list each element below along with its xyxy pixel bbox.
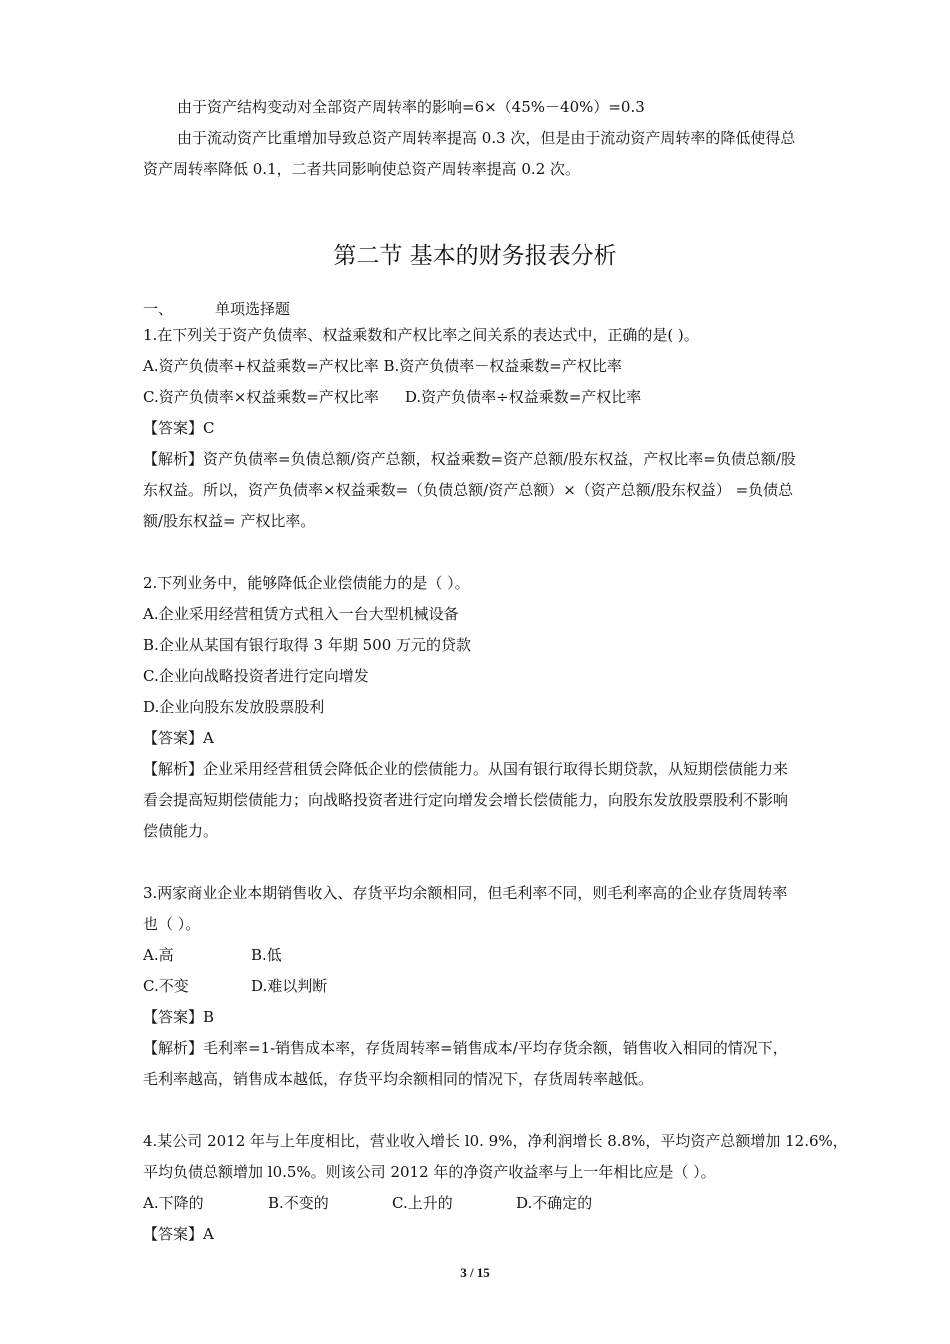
q4-option-d: D.不确定的 xyxy=(516,1194,593,1212)
q3-options-ab xyxy=(143,940,863,971)
q3-option-a: A.高 xyxy=(143,946,174,964)
q4-option-a: A.下降的 xyxy=(143,1194,204,1212)
q2-option-b: B.企业从某国有银行取得 3 年期 500 万元的贷款 xyxy=(143,636,472,654)
intro-line-3: 资产周转率降低 0.1，二者共同影响使总资产周转率提高 0.2 次。 xyxy=(143,160,581,178)
q4-option-b: B.不变的 xyxy=(268,1194,329,1212)
q1-option-d: D.资产负债率÷权益乘数=产权比率 xyxy=(404,388,642,406)
q3-options-cd xyxy=(143,971,863,1002)
q3-option-d: D.难以判断 xyxy=(251,977,328,995)
q4-options xyxy=(143,1188,863,1219)
q1-analysis-line-1: 【解析】资产负债率=负债总额/资产总额，权益乘数=资产总额/股东权益，产权比率=负债总额/股 xyxy=(143,450,796,468)
q3-answer: 【答案】B xyxy=(143,1008,215,1026)
q1-options-cd xyxy=(143,382,863,413)
intro-line-2: 由于流动资产比重增加导致总资产周转率提高 0.3 次，但是由于流动资产周转率的降低使得总 xyxy=(177,129,796,147)
heading-number: 一、 xyxy=(143,300,174,318)
q3-question-line-2: 也（ ）。 xyxy=(143,915,201,933)
q1-option-c: C.资产负债率×权益乘数=产权比率 xyxy=(143,388,379,406)
q2-option-d: D.企业向股东发放股票股利 xyxy=(143,698,325,716)
q2-analysis-line-1: 【解析】企业采用经营租赁会降低企业的偿债能力。从国有银行取得长期贷款，从短期偿债能力来 xyxy=(143,760,789,778)
q2-option-a: A.企业采用经营租赁方式租入一台大型机械设备 xyxy=(143,605,459,623)
q3-analysis-line-2: 毛利率越高，销售成本越低，存货平均余额相同的情况下，存货周转率越低。 xyxy=(143,1070,654,1088)
q1-analysis-line-3: 额/股东权益= 产权比率。 xyxy=(143,512,316,530)
q4-option-c: C.上升的 xyxy=(392,1194,453,1212)
q3-option-c: C.不变 xyxy=(143,977,189,995)
q3-analysis-line-1: 【解析】毛利率=1-销售成本率，存货周转率=销售成本/平均存货余额，销售收入相同的情况下， xyxy=(143,1039,788,1057)
q1-analysis-line-2: 东权益。所以，资产负债率×权益乘数=（负债总额/资产总额）×（资产总额/股东权益） =负债总 xyxy=(143,481,794,499)
section-title: 第二节 基本的财务报表分析 xyxy=(333,243,617,269)
heading-text: 单项选择题 xyxy=(215,300,291,318)
q3-question-line-1: 3.两家商业企业本期销售收入、存货平均余额相同，但毛利率不同，则毛利率高的企业存货周转率 xyxy=(143,884,788,902)
q1-options-ab: A.资产负债率+权益乘数=产权比率 B.资产负债率－权益乘数=产权比率 xyxy=(143,357,622,375)
q2-answer: 【答案】A xyxy=(143,729,214,747)
q1-question: 1.在下列关于资产负债率、权益乘数和产权比率之间关系的表达式中，正确的是( )。 xyxy=(143,326,699,344)
q2-analysis-line-3: 偿债能力。 xyxy=(143,822,219,840)
q4-question-line-1: 4.某公司 2012 年与上年度相比，营业收入增长 l0. 9%，净利润增长 8.8%，平均资产总额增加 12.6%， xyxy=(143,1132,848,1150)
q2-option-c: C.企业向战略投资者进行定向增发 xyxy=(143,667,369,685)
q4-answer: 【答案】A xyxy=(143,1225,214,1243)
q2-question: 2.下列业务中，能够降低企业偿债能力的是（ ）。 xyxy=(143,574,470,592)
page-number: 3 / 15 xyxy=(460,1265,490,1280)
intro-line-1: 由于资产结构变动对全部资产周转率的影响=6×（45%－40%）=0.3 xyxy=(177,98,645,116)
q3-option-b: B.低 xyxy=(251,946,282,964)
q4-question-line-2: 平均负债总额增加 l0.5%。则该公司 2012 年的净资产收益率与上一年相比应是（ ）。 xyxy=(143,1163,716,1181)
q1-answer: 【答案】C xyxy=(143,419,215,437)
q2-analysis-line-2: 看会提高短期偿债能力；向战略投资者进行定向增发会增长偿债能力，向股东发放股票股利不影响 xyxy=(143,791,789,809)
